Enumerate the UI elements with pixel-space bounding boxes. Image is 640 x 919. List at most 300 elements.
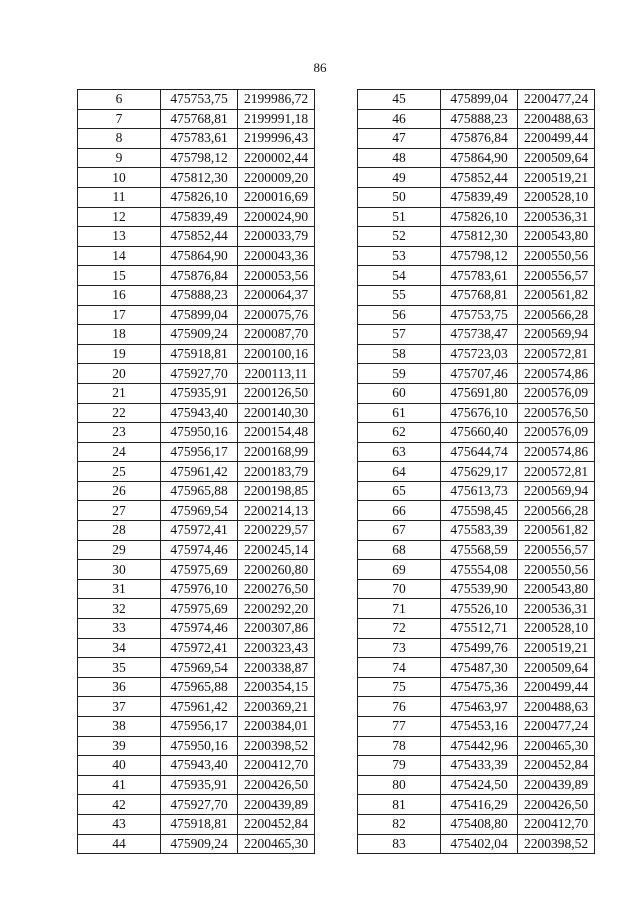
point-number-cell: 9 — [78, 148, 161, 168]
y-coordinate-cell: 2200183,79 — [238, 462, 315, 482]
point-number-cell: 12 — [78, 207, 161, 227]
x-coordinate-cell: 475798,12 — [161, 148, 238, 168]
x-coordinate-cell: 475972,41 — [161, 638, 238, 658]
y-coordinate-cell: 2200536,31 — [518, 599, 595, 619]
table-row — [358, 383, 595, 403]
y-coordinate-cell: 2200384,01 — [238, 717, 315, 737]
y-coordinate-cell: 2200214,13 — [238, 501, 315, 521]
x-coordinate-cell: 475768,81 — [161, 109, 238, 129]
table-row — [78, 717, 315, 737]
table-row — [358, 560, 595, 580]
y-coordinate-cell: 2200292,20 — [238, 599, 315, 619]
point-number-cell: 78 — [358, 736, 441, 756]
x-coordinate-cell: 475738,47 — [441, 325, 518, 345]
x-coordinate-cell: 475798,12 — [441, 246, 518, 266]
point-number-cell: 35 — [78, 658, 161, 678]
point-number-cell: 65 — [358, 481, 441, 501]
table-row — [78, 775, 315, 795]
y-coordinate-cell: 2200154,48 — [238, 423, 315, 443]
x-coordinate-cell: 475909,24 — [161, 325, 238, 345]
point-number-cell: 66 — [358, 501, 441, 521]
point-number-cell: 10 — [78, 168, 161, 188]
x-coordinate-cell: 475660,40 — [441, 423, 518, 443]
y-coordinate-cell: 2199996,43 — [238, 129, 315, 149]
y-coordinate-cell: 2200198,85 — [238, 481, 315, 501]
point-number-cell: 22 — [78, 403, 161, 423]
point-number-cell: 49 — [358, 168, 441, 188]
y-coordinate-cell: 2200499,44 — [518, 677, 595, 697]
y-coordinate-cell: 2200113,11 — [238, 364, 315, 384]
table-row — [78, 109, 315, 129]
table-row — [358, 599, 595, 619]
y-coordinate-cell: 2200033,79 — [238, 227, 315, 247]
point-number-cell: 81 — [358, 795, 441, 815]
table-row — [78, 207, 315, 227]
x-coordinate-cell: 475864,90 — [161, 246, 238, 266]
y-coordinate-cell: 2200276,50 — [238, 579, 315, 599]
point-number-cell: 38 — [78, 717, 161, 737]
x-coordinate-cell: 475613,73 — [441, 481, 518, 501]
y-coordinate-cell: 2200452,84 — [518, 756, 595, 776]
point-number-cell: 55 — [358, 285, 441, 305]
point-number-cell: 50 — [358, 187, 441, 207]
x-coordinate-cell: 475975,69 — [161, 560, 238, 580]
table-row — [358, 364, 595, 384]
y-coordinate-cell: 2200439,89 — [238, 795, 315, 815]
point-number-cell: 42 — [78, 795, 161, 815]
y-coordinate-cell: 2200043,36 — [238, 246, 315, 266]
table-row — [78, 540, 315, 560]
table-row — [78, 90, 315, 110]
point-number-cell: 21 — [78, 383, 161, 403]
y-coordinate-cell: 2200561,82 — [518, 521, 595, 541]
point-number-cell: 34 — [78, 638, 161, 658]
x-coordinate-cell: 475956,17 — [161, 442, 238, 462]
point-number-cell: 29 — [78, 540, 161, 560]
y-coordinate-cell: 2199986,72 — [238, 90, 315, 110]
x-coordinate-cell: 475965,88 — [161, 677, 238, 697]
x-coordinate-cell: 475969,54 — [161, 658, 238, 678]
x-coordinate-cell: 475416,29 — [441, 795, 518, 815]
point-number-cell: 23 — [78, 423, 161, 443]
point-number-cell: 74 — [358, 658, 441, 678]
y-coordinate-cell: 2200398,52 — [238, 736, 315, 756]
table-row — [358, 834, 595, 854]
y-coordinate-cell: 2200100,16 — [238, 344, 315, 364]
point-number-cell: 61 — [358, 403, 441, 423]
y-coordinate-cell: 2200509,64 — [518, 148, 595, 168]
point-number-cell: 59 — [358, 364, 441, 384]
y-coordinate-cell: 2200426,50 — [238, 775, 315, 795]
table-row — [358, 540, 595, 560]
table-row — [78, 403, 315, 423]
point-number-cell: 69 — [358, 560, 441, 580]
table-row — [78, 619, 315, 639]
x-coordinate-cell: 475943,40 — [161, 756, 238, 776]
point-number-cell: 83 — [358, 834, 441, 854]
point-number-cell: 43 — [78, 814, 161, 834]
x-coordinate-cell: 475554,08 — [441, 560, 518, 580]
point-number-cell: 58 — [358, 344, 441, 364]
point-number-cell: 18 — [78, 325, 161, 345]
point-number-cell: 40 — [78, 756, 161, 776]
x-coordinate-cell: 475723,03 — [441, 344, 518, 364]
point-number-cell: 44 — [78, 834, 161, 854]
y-coordinate-cell: 2200572,81 — [518, 462, 595, 482]
y-coordinate-cell: 2200354,15 — [238, 677, 315, 697]
table-row — [358, 677, 595, 697]
x-coordinate-cell: 475402,04 — [441, 834, 518, 854]
table-row — [358, 266, 595, 286]
table-row — [358, 423, 595, 443]
y-coordinate-cell: 2200465,30 — [518, 736, 595, 756]
x-coordinate-cell: 475899,04 — [161, 305, 238, 325]
y-coordinate-cell: 2200140,30 — [238, 403, 315, 423]
x-coordinate-cell: 475783,61 — [161, 129, 238, 149]
table-row — [78, 697, 315, 717]
x-coordinate-cell: 475442,96 — [441, 736, 518, 756]
table-row — [358, 325, 595, 345]
point-number-cell: 17 — [78, 305, 161, 325]
y-coordinate-cell: 2200488,63 — [518, 109, 595, 129]
table-row — [358, 756, 595, 776]
table-row — [358, 462, 595, 482]
x-coordinate-cell: 475969,54 — [161, 501, 238, 521]
table-row — [358, 717, 595, 737]
y-coordinate-cell: 2200477,24 — [518, 90, 595, 110]
y-coordinate-cell: 2200543,80 — [518, 227, 595, 247]
table-row — [78, 677, 315, 697]
y-coordinate-cell: 2200024,90 — [238, 207, 315, 227]
point-number-cell: 13 — [78, 227, 161, 247]
x-coordinate-cell: 475927,70 — [161, 795, 238, 815]
y-coordinate-cell: 2200323,43 — [238, 638, 315, 658]
point-number-cell: 28 — [78, 521, 161, 541]
table-row — [78, 834, 315, 854]
point-number-cell: 60 — [358, 383, 441, 403]
x-coordinate-cell: 475965,88 — [161, 481, 238, 501]
x-coordinate-cell: 475568,59 — [441, 540, 518, 560]
y-coordinate-cell: 2200566,28 — [518, 305, 595, 325]
table-row — [78, 285, 315, 305]
x-coordinate-cell: 475676,10 — [441, 403, 518, 423]
x-coordinate-cell: 475753,75 — [441, 305, 518, 325]
point-number-cell: 71 — [358, 599, 441, 619]
point-number-cell: 75 — [358, 677, 441, 697]
x-coordinate-cell: 475909,24 — [161, 834, 238, 854]
point-number-cell: 48 — [358, 148, 441, 168]
y-coordinate-cell: 2200566,28 — [518, 501, 595, 521]
table-row — [358, 619, 595, 639]
x-coordinate-cell: 475950,16 — [161, 736, 238, 756]
x-coordinate-cell: 475487,30 — [441, 658, 518, 678]
table-row — [78, 736, 315, 756]
y-coordinate-cell: 2200509,64 — [518, 658, 595, 678]
y-coordinate-cell: 2200488,63 — [518, 697, 595, 717]
table-row — [358, 814, 595, 834]
x-coordinate-cell: 475961,42 — [161, 697, 238, 717]
table-row — [358, 148, 595, 168]
table-row — [78, 266, 315, 286]
point-number-cell: 57 — [358, 325, 441, 345]
x-coordinate-cell: 475839,49 — [161, 207, 238, 227]
table-row — [358, 638, 595, 658]
table-row — [78, 521, 315, 541]
y-coordinate-cell: 2200245,14 — [238, 540, 315, 560]
x-coordinate-cell: 475950,16 — [161, 423, 238, 443]
table-row — [78, 129, 315, 149]
y-coordinate-cell: 2200016,69 — [238, 187, 315, 207]
x-coordinate-cell: 475899,04 — [441, 90, 518, 110]
point-number-cell: 7 — [78, 109, 161, 129]
table-row — [358, 109, 595, 129]
point-number-cell: 37 — [78, 697, 161, 717]
y-coordinate-cell: 2200569,94 — [518, 325, 595, 345]
y-coordinate-cell: 2200576,50 — [518, 403, 595, 423]
table-row — [358, 90, 595, 110]
point-number-cell: 24 — [78, 442, 161, 462]
y-coordinate-cell: 2200556,57 — [518, 540, 595, 560]
table-row — [78, 462, 315, 482]
point-number-cell: 72 — [358, 619, 441, 639]
point-number-cell: 11 — [78, 187, 161, 207]
x-coordinate-cell: 475783,61 — [441, 266, 518, 286]
table-row — [358, 227, 595, 247]
point-number-cell: 41 — [78, 775, 161, 795]
x-coordinate-cell: 475629,17 — [441, 462, 518, 482]
table-row — [78, 481, 315, 501]
y-coordinate-cell: 2200002,44 — [238, 148, 315, 168]
point-number-cell: 82 — [358, 814, 441, 834]
point-number-cell: 25 — [78, 462, 161, 482]
point-number-cell: 30 — [78, 560, 161, 580]
point-number-cell: 52 — [358, 227, 441, 247]
y-coordinate-cell: 2200426,50 — [518, 795, 595, 815]
x-coordinate-cell: 475753,75 — [161, 90, 238, 110]
y-coordinate-cell: 2200338,87 — [238, 658, 315, 678]
table-row — [358, 697, 595, 717]
point-number-cell: 77 — [358, 717, 441, 737]
y-coordinate-cell: 2200260,80 — [238, 560, 315, 580]
table-row — [358, 501, 595, 521]
y-coordinate-cell: 2200576,09 — [518, 383, 595, 403]
point-number-cell: 46 — [358, 109, 441, 129]
table-row — [358, 129, 595, 149]
table-row — [358, 246, 595, 266]
y-coordinate-cell: 2200053,56 — [238, 266, 315, 286]
coordinates-table-right — [357, 89, 595, 854]
x-coordinate-cell: 475975,69 — [161, 599, 238, 619]
x-coordinate-cell: 475876,84 — [441, 129, 518, 149]
table-row — [358, 344, 595, 364]
table-row — [78, 501, 315, 521]
x-coordinate-cell: 475852,44 — [441, 168, 518, 188]
y-coordinate-cell: 2200168,99 — [238, 442, 315, 462]
table-row — [358, 579, 595, 599]
x-coordinate-cell: 475707,46 — [441, 364, 518, 384]
x-coordinate-cell: 475539,90 — [441, 579, 518, 599]
point-number-cell: 70 — [358, 579, 441, 599]
x-coordinate-cell: 475583,39 — [441, 521, 518, 541]
y-coordinate-cell: 2200307,86 — [238, 619, 315, 639]
table-row — [78, 560, 315, 580]
table-row — [358, 442, 595, 462]
y-coordinate-cell: 2200519,21 — [518, 168, 595, 188]
table-row — [358, 403, 595, 423]
table-row — [78, 148, 315, 168]
y-coordinate-cell: 2200075,76 — [238, 305, 315, 325]
point-number-cell: 14 — [78, 246, 161, 266]
x-coordinate-cell: 475974,46 — [161, 540, 238, 560]
table-row — [78, 383, 315, 403]
point-number-cell: 16 — [78, 285, 161, 305]
table-row — [78, 658, 315, 678]
y-coordinate-cell: 2200412,70 — [238, 756, 315, 776]
y-coordinate-cell: 2200064,37 — [238, 285, 315, 305]
table-row — [78, 187, 315, 207]
table-row — [78, 638, 315, 658]
x-coordinate-cell: 475812,30 — [161, 168, 238, 188]
point-number-cell: 20 — [78, 364, 161, 384]
y-coordinate-cell: 2200528,10 — [518, 619, 595, 639]
page-number: 86 — [313, 60, 327, 75]
x-coordinate-cell: 475644,74 — [441, 442, 518, 462]
x-coordinate-cell: 475935,91 — [161, 775, 238, 795]
y-coordinate-cell: 2200452,84 — [238, 814, 315, 834]
point-number-cell: 76 — [358, 697, 441, 717]
table-row — [78, 756, 315, 776]
y-coordinate-cell: 2200528,10 — [518, 187, 595, 207]
y-coordinate-cell: 2200543,80 — [518, 579, 595, 599]
x-coordinate-cell: 475768,81 — [441, 285, 518, 305]
x-coordinate-cell: 475826,10 — [161, 187, 238, 207]
table-row — [358, 658, 595, 678]
y-coordinate-cell: 2200550,56 — [518, 560, 595, 580]
x-coordinate-cell: 475463,97 — [441, 697, 518, 717]
x-coordinate-cell: 475918,81 — [161, 344, 238, 364]
point-number-cell: 15 — [78, 266, 161, 286]
y-coordinate-cell: 2199991,18 — [238, 109, 315, 129]
y-coordinate-cell: 2200229,57 — [238, 521, 315, 541]
table-row — [358, 481, 595, 501]
y-coordinate-cell: 2200087,70 — [238, 325, 315, 345]
table-row — [78, 344, 315, 364]
x-coordinate-cell: 475812,30 — [441, 227, 518, 247]
point-number-cell: 45 — [358, 90, 441, 110]
point-number-cell: 56 — [358, 305, 441, 325]
table-row — [358, 168, 595, 188]
point-number-cell: 47 — [358, 129, 441, 149]
x-coordinate-cell: 475839,49 — [441, 187, 518, 207]
x-coordinate-cell: 475852,44 — [161, 227, 238, 247]
x-coordinate-cell: 475691,80 — [441, 383, 518, 403]
coordinates-table-left — [77, 89, 315, 854]
y-coordinate-cell: 2200009,20 — [238, 168, 315, 188]
point-number-cell: 32 — [78, 599, 161, 619]
table-row — [358, 521, 595, 541]
x-coordinate-cell: 475512,71 — [441, 619, 518, 639]
table-row — [78, 364, 315, 384]
x-coordinate-cell: 475927,70 — [161, 364, 238, 384]
y-coordinate-cell: 2200412,70 — [518, 814, 595, 834]
point-number-cell: 8 — [78, 129, 161, 149]
table-row — [78, 814, 315, 834]
table-row — [358, 207, 595, 227]
table-row — [358, 187, 595, 207]
x-coordinate-cell: 475974,46 — [161, 619, 238, 639]
point-number-cell: 80 — [358, 775, 441, 795]
x-coordinate-cell: 475972,41 — [161, 521, 238, 541]
table-row — [78, 442, 315, 462]
y-coordinate-cell: 2200569,94 — [518, 481, 595, 501]
y-coordinate-cell: 2200576,09 — [518, 423, 595, 443]
y-coordinate-cell: 2200574,86 — [518, 442, 595, 462]
y-coordinate-cell: 2200550,56 — [518, 246, 595, 266]
point-number-cell: 39 — [78, 736, 161, 756]
point-number-cell: 33 — [78, 619, 161, 639]
point-number-cell: 63 — [358, 442, 441, 462]
y-coordinate-cell: 2200574,86 — [518, 364, 595, 384]
point-number-cell: 64 — [358, 462, 441, 482]
x-coordinate-cell: 475475,36 — [441, 677, 518, 697]
x-coordinate-cell: 475876,84 — [161, 266, 238, 286]
table-row — [78, 246, 315, 266]
table-row — [78, 305, 315, 325]
y-coordinate-cell: 2200499,44 — [518, 129, 595, 149]
point-number-cell: 54 — [358, 266, 441, 286]
y-coordinate-cell: 2200536,31 — [518, 207, 595, 227]
table-row — [358, 775, 595, 795]
y-coordinate-cell: 2200556,57 — [518, 266, 595, 286]
x-coordinate-cell: 475956,17 — [161, 717, 238, 737]
point-number-cell: 79 — [358, 756, 441, 776]
point-number-cell: 68 — [358, 540, 441, 560]
x-coordinate-cell: 475598,45 — [441, 501, 518, 521]
point-number-cell: 73 — [358, 638, 441, 658]
x-coordinate-cell: 475433,39 — [441, 756, 518, 776]
x-coordinate-cell: 475888,23 — [161, 285, 238, 305]
table-row — [358, 736, 595, 756]
y-coordinate-cell: 2200572,81 — [518, 344, 595, 364]
y-coordinate-cell: 2200477,24 — [518, 717, 595, 737]
table-row — [78, 579, 315, 599]
x-coordinate-cell: 475424,50 — [441, 775, 518, 795]
table-row — [358, 285, 595, 305]
point-number-cell: 19 — [78, 344, 161, 364]
y-coordinate-cell: 2200519,21 — [518, 638, 595, 658]
x-coordinate-cell: 475935,91 — [161, 383, 238, 403]
point-number-cell: 36 — [78, 677, 161, 697]
table-row — [358, 795, 595, 815]
point-number-cell: 27 — [78, 501, 161, 521]
y-coordinate-cell: 2200465,30 — [238, 834, 315, 854]
point-number-cell: 26 — [78, 481, 161, 501]
x-coordinate-cell: 475499,76 — [441, 638, 518, 658]
table-row — [78, 227, 315, 247]
x-coordinate-cell: 475918,81 — [161, 814, 238, 834]
x-coordinate-cell: 475826,10 — [441, 207, 518, 227]
table-row — [78, 423, 315, 443]
x-coordinate-cell: 475888,23 — [441, 109, 518, 129]
x-coordinate-cell: 475961,42 — [161, 462, 238, 482]
x-coordinate-cell: 475453,16 — [441, 717, 518, 737]
table-row — [78, 168, 315, 188]
table-row — [358, 305, 595, 325]
y-coordinate-cell: 2200369,21 — [238, 697, 315, 717]
x-coordinate-cell: 475526,10 — [441, 599, 518, 619]
x-coordinate-cell: 475408,80 — [441, 814, 518, 834]
x-coordinate-cell: 475943,40 — [161, 403, 238, 423]
